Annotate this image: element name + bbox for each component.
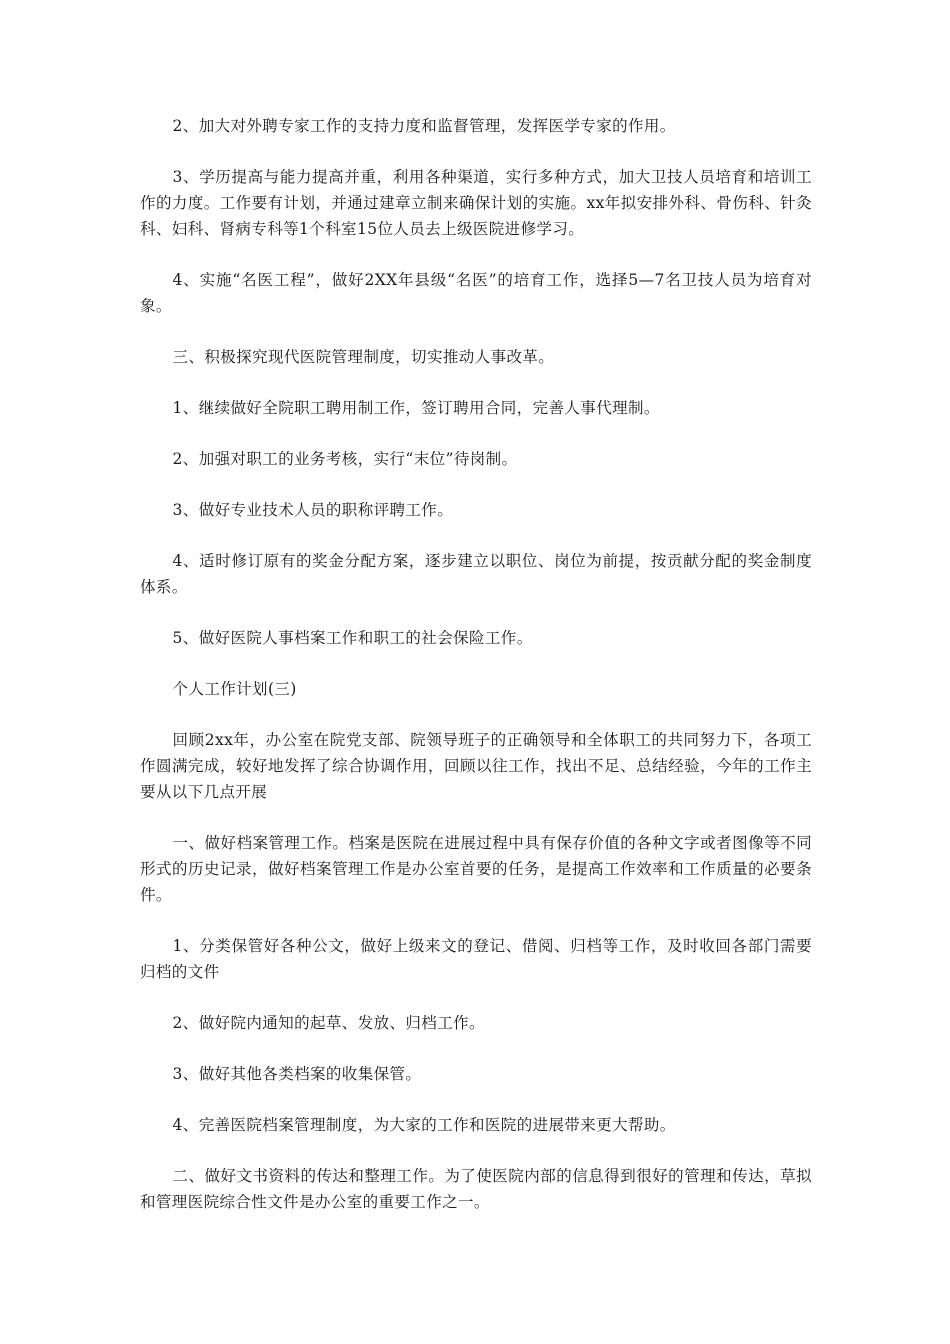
document-body — [140, 113, 812, 1240]
paragraph-review: 回顾2xx年，办公室在院党支部、院领导班子的正确领导和全体职工的共同努力下，各项工作圆满完成，较好地发挥了综合协调作用，回顾以往工作，找出不足、总结经验，今年的工作主要从以下几点开展 — [140, 731, 812, 801]
paragraph-notices: 2、做好院内通知的起草、发放、归档工作。 — [172, 1014, 485, 1032]
paragraph-employment-system: 1、继续做好全院职工聘用制工作，签订聘用合同，完善人事代理制。 — [172, 399, 660, 417]
paragraph-training: 3、学历提高与能力提高并重，利用各种渠道，实行多种方式，加大卫技人员培育和培训工作的力度。工作要有计划，并通过建章立制来确保计划的实施。xx年拟安排外科、骨伤科、针灸科、妇科、肾病专科等1个科室15位人员去上级医院进修学习。 — [140, 168, 812, 238]
paragraph-famous-doctor: 4、实施“名医工程”，做好2XX年县级“名医”的培育工作，选择5—7名卫技人员为培育对象。 — [140, 271, 812, 315]
paragraph-archive-rules: 4、完善医院档案管理制度，为大家的工作和医院的进展带来更大帮助。 — [172, 1116, 676, 1134]
section-heading-document-transmission: 二、做好文书资料的传达和整理工作。为了使医院内部的信息得到很好的管理和传达，草拟和管理医院综合性文件是办公室的重要工作之一。 — [140, 1167, 812, 1211]
paragraph-other-archives: 3、做好其他各类档案的收集保管。 — [172, 1065, 422, 1083]
paragraph-title-evaluation: 3、做好专业技术人员的职称评聘工作。 — [172, 501, 454, 519]
paragraph-expert-support: 2、加大对外聘专家工作的支持力度和监督管理，发挥医学专家的作用。 — [172, 117, 676, 135]
section-heading-personnel-reform: 三、积极探究现代医院管理制度，切实推动人事改革。 — [172, 348, 555, 366]
paragraph-personnel-archives: 5、做好医院人事档案工作和职工的社会保险工作。 — [172, 629, 533, 647]
paragraph-assessment: 2、加强对职工的业务考核，实行“末位”待岗制。 — [172, 450, 518, 468]
paragraph-bonus-system: 4、适时修订原有的奖金分配方案，逐步建立以职位、岗位为前提，按贡献分配的奖金制度体系。 — [140, 552, 812, 596]
paragraph-document-custody: 1、分类保管好各种公文，做好上级来文的登记、借阅、归档等工作，及时收回各部门需要归档的文件 — [140, 937, 812, 981]
section-heading-archive-management: 一、做好档案管理工作。档案是医院在进展过程中具有保存价值的各种文字或者图像等不同形式的历史记录，做好档案管理工作是办公室首要的任务，是提高工作效率和工作质量的必要条件。 — [140, 834, 812, 904]
plan-title: 个人工作计划(三) — [172, 680, 297, 698]
